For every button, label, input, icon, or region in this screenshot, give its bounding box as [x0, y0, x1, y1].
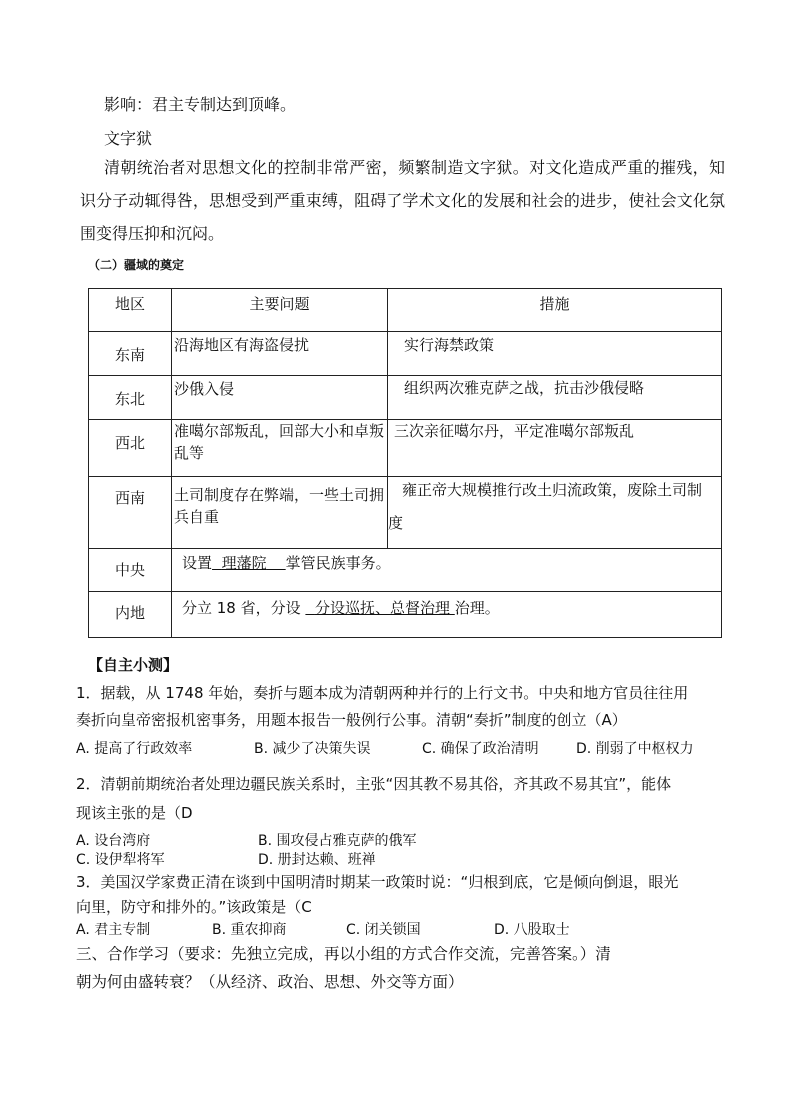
table-row	[89, 477, 722, 549]
q2-option-c: C. 设伊犁将军	[76, 852, 165, 868]
q3-option-d: D. 八股取士	[494, 922, 570, 938]
q2-option-a: A. 设台湾府	[76, 833, 151, 849]
region-cell: 东北	[89, 376, 172, 420]
q2-line1: 2．清朝前期统治者处理边疆民族关系时，主张“因其教不易其俗，齐其政不易其宜”，能体	[76, 775, 672, 793]
table-row-central	[89, 549, 722, 592]
local-measure-cell	[172, 592, 722, 638]
wenziyu-paragraph: 清朝统治者对思想文化的控制非常严密，频繁制造文字狱。对文化造成严重的摧残，知识分子动辄得咎，思想受到严重束缚，阻碍了学术文化的发展和社会的进步，使社会文化氛围变得压抑和沉闷。	[80, 158, 725, 243]
problem-cell: 沙俄入侵	[172, 376, 388, 420]
region-cell: 内地	[89, 592, 172, 638]
q3-line1: 3．美国汉学家费正清在谈到中国明清时期某一政策时说：“归根到底，它是倾向倒退，眼光	[76, 873, 679, 891]
wenziyu-title: 文字狱	[104, 129, 153, 148]
region-cell: 中央	[89, 549, 172, 592]
table-row	[89, 376, 722, 420]
q3-option-c: C. 闭关锁国	[346, 922, 421, 938]
central-prefix: 设置	[182, 554, 213, 572]
region-cell: 东南	[89, 332, 172, 376]
header-region: 地区	[89, 289, 172, 332]
q2-line2: 现该主张的是（D	[76, 804, 193, 822]
central-suffix: 掌管民族事务。	[285, 554, 391, 572]
central-blank: 理藩院	[221, 554, 267, 572]
quiz-heading: 【自主小测】	[88, 656, 179, 674]
local-prefix: 分立 18 省，分设	[182, 599, 301, 617]
problem-cell: 沿海地区有海盗侵扰	[172, 332, 388, 376]
header-problem: 主要问题	[172, 289, 388, 332]
problem-cell: 准噶尔部叛乱，回部大小和卓叛乱等	[172, 420, 388, 477]
q2-option-b: B. 围攻侵占雅克萨的俄军	[258, 833, 417, 849]
local-suffix: 治理。	[454, 599, 500, 617]
table-row	[89, 420, 722, 477]
q2-option-d: D. 册封达赖、班禅	[258, 852, 376, 868]
coop-line2: 朝为何由盛转衰？（从经济、政治、思想、外交等方面）	[76, 973, 464, 991]
q1-option-c: C. 确保了政治清明	[422, 741, 539, 757]
q3-option-a: A. 君主专制	[76, 922, 151, 938]
influence-line: 影响：君主专制达到顶峰。	[104, 95, 297, 114]
q3-option-b: B. 重农抑商	[212, 922, 287, 938]
problem-cell: 土司制度存在弊端，一些土司拥兵自重	[172, 477, 388, 549]
table-header-row	[89, 289, 722, 332]
table-row	[89, 332, 722, 376]
region-cell: 西北	[89, 420, 172, 477]
q1-option-b: B. 减少了决策失误	[254, 741, 371, 757]
q1-option-a: A. 提高了行政效率	[76, 741, 193, 757]
header-measure: 措施	[388, 289, 722, 332]
q1-line2: 奏折向皇帝密报机密事务，用题本报告一般例行公事。清朝“奏折”制度的创立（A）	[76, 711, 627, 729]
section-heading-territory: （二）疆域的奠定	[88, 258, 185, 272]
measure-cell: 雍正帝大规模推行改土归流政策，废除土司制 度	[388, 477, 722, 549]
measure-cell: 实行海禁政策	[388, 332, 722, 376]
central-measure-cell	[172, 549, 722, 592]
measure-cell: 三次亲征噶尔丹，平定准噶尔部叛乱	[388, 420, 722, 477]
table-row-local	[89, 592, 722, 638]
q1-line1: 1．据载，从 1748 年始，奏折与题本成为清朝两种并行的上行文书。中央和地方官员往往用	[76, 684, 689, 702]
region-cell: 西南	[89, 477, 172, 549]
territory-table	[88, 288, 722, 638]
local-blank: 分设巡抚、总督治理	[314, 599, 450, 617]
q1-option-d: D. 削弱了中枢权力	[576, 741, 694, 757]
coop-line1: 三、合作学习（要求：先独立完成，再以小组的方式合作交流，完善答案。）清	[76, 945, 611, 963]
measure-cell: 组织两次雅克萨之战，抗击沙俄侵略	[388, 376, 722, 420]
q3-line2: 向里，防守和排外的。”该政策是（C	[76, 898, 312, 916]
